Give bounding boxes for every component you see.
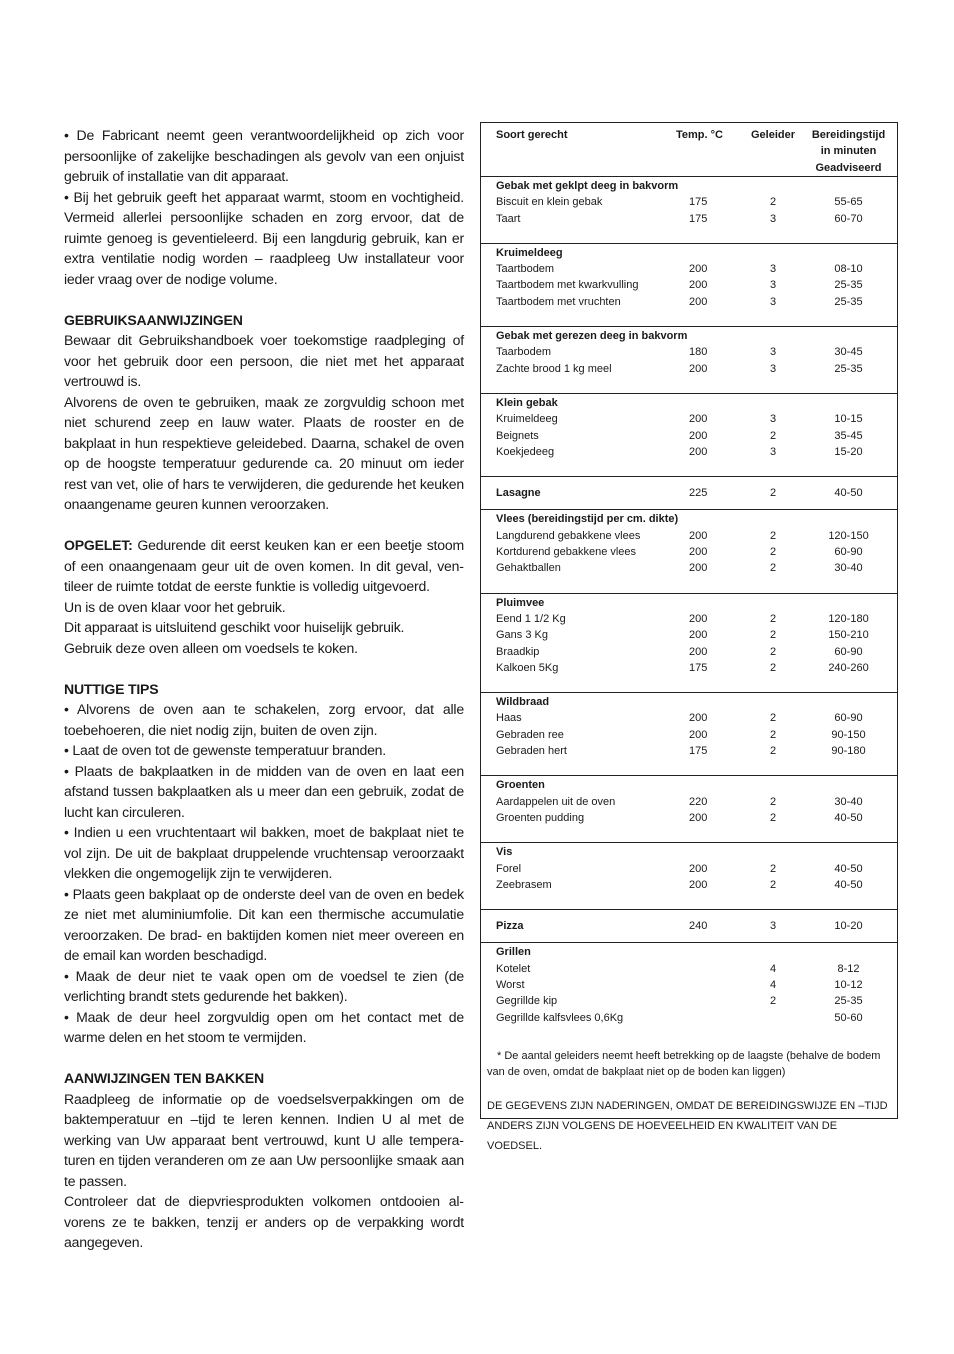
temperature: 175 [689, 196, 708, 209]
section-title: Vlees (bereidingstijd per cm. dikte) [496, 513, 679, 526]
table-section [481, 910, 897, 943]
header-bereidingstijd [801, 127, 896, 176]
dish-name: Kalkoen 5Kg [496, 661, 559, 674]
dish-name: Taarbodem [496, 346, 552, 359]
dish-name: Beignets [496, 429, 539, 442]
section-time: 40-50 [834, 487, 863, 500]
table-row [481, 444, 897, 460]
geleider: 4 [770, 978, 777, 991]
cooking-time: 40-50 [834, 811, 863, 824]
geleider: 2 [770, 745, 777, 758]
geleider: 3 [770, 413, 777, 426]
dish-name: Groenten pudding [496, 811, 585, 824]
geleider: 3 [770, 279, 777, 292]
table-row [481, 861, 897, 877]
temperature: 200 [689, 728, 708, 741]
geleider: 2 [770, 862, 777, 875]
table-row [481, 727, 897, 743]
table-row [481, 627, 897, 643]
section-title: Lasagne [496, 487, 541, 500]
cooking-time: 50-60 [834, 1011, 863, 1024]
geleider: 2 [770, 728, 777, 741]
geleider: 2 [770, 546, 777, 559]
tip-item: • Maak de deur niet te vaak open om de voedsel te zien (de verlichting brandt stets gedurende het bakken). [64, 968, 464, 1005]
table-section [481, 327, 897, 394]
temperature: 200 [689, 878, 708, 891]
header-soort-gerecht: Soort gerecht [496, 129, 568, 141]
section-title-row [481, 777, 897, 793]
section-title-row [481, 595, 897, 611]
section-geleider: 3 [770, 920, 777, 933]
geleider: 2 [770, 645, 777, 658]
section-title-row [481, 918, 897, 934]
header-geleider: Geleider [751, 129, 796, 141]
paragraph: • De Fabricant neemt geen verantwoordelijkheid op zich voor persoonlijke of zakelijke beschadingen als gevolv van een onjuist gebruik of installatie van dit apparaat. [64, 128, 464, 185]
table-row [481, 294, 897, 310]
table-row [481, 428, 897, 444]
dish-name: Gegrillde kip [496, 995, 558, 1008]
temperature: 200 [689, 445, 708, 458]
dish-name: Gebraden ree [496, 728, 564, 741]
geleider: 2 [770, 429, 777, 442]
paragraph: Raadpleeg de informatie op de voedselsverpakkingen om de baktemperatuur en –tijd te leren kennen. Indien U al met de werking van Uw apparaat bent vertrouwd, kunt U alle temperaturen en tijden veranderen om ze aan Uw persoonlijke smaak aan te passen. [64, 1091, 464, 1190]
header-temp: Temp. °C [676, 129, 723, 141]
dish-name: Gegrillde kalfsvlees 0,6Kg [496, 1011, 624, 1024]
geleider: 2 [770, 661, 777, 674]
cooking-time: 10-12 [834, 978, 863, 991]
dish-name: Kotelet [496, 962, 531, 975]
cooking-time: 10-15 [834, 413, 863, 426]
temperature: 200 [689, 413, 708, 426]
table-row [481, 211, 897, 227]
section-geleider: 2 [770, 487, 777, 500]
temperature: 200 [689, 529, 708, 542]
geleider: 3 [770, 445, 777, 458]
dish-name: Kruimeldeeg [496, 413, 558, 426]
cooking-time: 55-65 [834, 196, 863, 209]
cooking-time: 25-35 [834, 295, 863, 308]
geleider: 2 [770, 712, 777, 725]
table-row [481, 277, 897, 293]
section-title-row [481, 245, 897, 261]
instructions-column [64, 126, 464, 1254]
geleider: 2 [770, 795, 777, 808]
dish-name: Gans 3 Kg [496, 629, 548, 642]
dish-name: Taartbodem met kwarkvulling [496, 279, 639, 292]
section-title-row [481, 944, 897, 960]
table-section [481, 693, 897, 776]
temperature: 200 [689, 612, 708, 625]
paragraph-opgelet [64, 536, 464, 598]
paragraph: • Bij het gebruik geeft het apparaat warmt, stoom en vochtigheid. Vermeid allerlei persoonlijke schaden en zorg ervoor, dat de ruimte genoeg is geventieleerd. Bij een langdurig gebruik, kan er extra ventilatie nodig worden – raadpleeg Uw installateur voor ieder vraag over de nodige volume. [64, 189, 464, 288]
section-title: Wildbraad [496, 696, 550, 709]
geleider: 3 [770, 295, 777, 308]
section-time: 10-20 [834, 920, 863, 933]
cooking-time: 60-90 [834, 645, 863, 658]
section-title: Gebak met geklpt deeg in bakvorm [496, 180, 679, 192]
section-title: Gebak met gerezen deeg in bakvorm [496, 330, 688, 343]
section-title-row [481, 511, 897, 527]
temperature: 200 [689, 362, 708, 375]
section-title-row [481, 178, 897, 194]
section-title-row [481, 395, 897, 411]
tip-item: • Plaats de bakplaatken in de midden van de oven en laat een afstand tussen bakplaatken als u meer dan een gebruik, zodat de lucht kan circuleren. [64, 763, 464, 821]
table-row [481, 794, 897, 810]
heading-gebruiksaanwijzingen: GEBRUIKSAANWIJZINGEN [64, 312, 243, 329]
temperature: 175 [689, 212, 708, 225]
table-note: * De aantal geleiders neemt heeft betrekking op de laagste (behalve de bodem van de oven, omdat de bakplaat niet op de boden kan liggen) [487, 1049, 881, 1078]
heading-nuttige-tips: NUTTIGE TIPS [64, 681, 159, 698]
table-row [481, 977, 897, 993]
dish-name: Koekjedeeg [496, 445, 555, 458]
table-section [481, 943, 897, 1041]
cooking-time: 90-150 [831, 728, 866, 741]
geleider: 3 [770, 263, 777, 276]
table-row [481, 411, 897, 427]
paragraph: Alvorens de oven te gebruiken, maak ze zorgvuldig schoon met niet schurend zeep en lauw water. Plaats de rooster en de bakplaat in hun respektieve geleidebed. Daarna, schakel de oven op de hoogste temperatuur gedurende ca. 20 minuut om ieder rest van vet, olie of hars te verwijderen, die gedurende het keuken onaangename geuren kunnen veroorzaken. [64, 394, 464, 513]
section-title: Pizza [496, 920, 524, 933]
temperature: 200 [689, 295, 708, 308]
table-row [481, 993, 897, 1009]
paragraph: Bewaar dit Gebruikshandboek voer toekomstige raadpleging of voor het gebruik door een persoon, die niet met het apparaat vertrouwd is. [64, 333, 464, 390]
dish-name: Taartbodem [496, 263, 555, 276]
cooking-time: 30-40 [834, 562, 863, 575]
table-section [481, 594, 897, 693]
geleider: 2 [770, 196, 777, 209]
dish-name: Biscuit en klein gebak [496, 196, 603, 209]
table-section [481, 477, 897, 510]
table-disclaimer: DE GEGEVENS ZIJN NADERINGEN, OMDAT DE BEREIDINGSWIJZE EN –TIJD ANDERS ZIJN VOLGENS DE HOEVEELHEID EN KWALITEIT VAN DE VOEDSEL. [487, 1099, 888, 1152]
table-section [481, 510, 897, 593]
cooking-time: 120-150 [828, 529, 869, 542]
section-title: Pluimvee [496, 596, 545, 609]
cooking-time: 60-70 [834, 212, 863, 225]
cooking-time: 120-180 [828, 612, 869, 625]
cooking-time: 30-40 [834, 795, 863, 808]
section-temp: 240 [689, 920, 708, 933]
table-row [481, 1010, 897, 1026]
paragraph: Un is de oven klaar voor het gebruik. [64, 599, 286, 616]
dish-name: Kortdurend gebakkene vlees [496, 546, 637, 559]
table-row [481, 528, 897, 544]
temperature: 220 [689, 795, 708, 808]
dish-name: Eend 1 1/2 Kg [496, 612, 566, 625]
dish-name: Taartbodem met vruchten [496, 295, 621, 308]
table-row [481, 544, 897, 560]
baking-table [480, 122, 898, 1152]
cooking-time: 25-35 [834, 279, 863, 292]
section-title: Grillen [496, 946, 531, 959]
temperature: 200 [689, 811, 708, 824]
temperature: 200 [689, 263, 708, 276]
table-row [481, 261, 897, 277]
table-row [481, 344, 897, 360]
cooking-time: 60-90 [834, 546, 863, 559]
heading-aanwijzingen-bakken: AANWIJZINGEN TEN BAKKEN [64, 1071, 264, 1087]
table-row [481, 361, 897, 377]
temperature: 180 [689, 346, 708, 359]
dish-name: Gehaktballen [496, 562, 561, 575]
section-title-row [481, 694, 897, 710]
temperature: 175 [689, 745, 708, 758]
section-title-row [481, 485, 897, 501]
dish-name: Zeebrasem [496, 878, 552, 891]
temperature: 200 [689, 429, 708, 442]
table-section [481, 776, 897, 843]
header-time-line2: in minuten [820, 145, 877, 158]
dish-name: Forel [496, 862, 522, 875]
table-body [481, 177, 897, 1042]
temperature: 200 [689, 562, 708, 575]
opgelet-label: OPGELET: [64, 538, 133, 554]
cooking-time: 40-50 [834, 862, 863, 875]
dish-name: Zachte brood 1 kg meel [496, 362, 612, 375]
cooking-time: 90-180 [831, 745, 866, 758]
table-section [481, 843, 897, 910]
geleider: 2 [770, 811, 777, 824]
table-header [481, 123, 897, 177]
table-row [481, 560, 897, 576]
tip-item: • Plaats geen bakplaat op de onderste deel van de oven en bedek ze niet met aluminiumfolie. Dit kan een thermische accumulatie veroorzaken. De brad- en baktijden komen niet meer overeen en de email kan worden beschadigd. [64, 886, 464, 964]
tip-item: • Laat de oven tot de gewenste temperatuur branden. [64, 743, 386, 759]
table-row [481, 194, 897, 210]
table-row [481, 611, 897, 627]
cooking-time: 35-45 [834, 429, 863, 442]
tip-item: • Indien u een vruchtentaart wil bakken, moet de bakplaat niet te vol zijn. De uit de bakplaat druppelende vruchtensap veroorzaakt vlekken die ongemogelijk zijn te verwijderen. [64, 825, 464, 882]
table-row [481, 961, 897, 977]
table-row [481, 660, 897, 676]
table-section [481, 244, 897, 327]
section-title-row [481, 328, 897, 344]
header-time-line3: Geadviseerd [815, 161, 882, 174]
dish-name: Braadkip [496, 645, 540, 658]
temperature: 200 [689, 645, 708, 658]
geleider: 2 [770, 878, 777, 891]
dish-name: Haas [496, 712, 522, 725]
cooking-time: 240-260 [828, 661, 869, 674]
temperature: 200 [689, 712, 708, 725]
cooking-time: 25-35 [834, 362, 863, 375]
section-temp: 225 [689, 487, 708, 500]
cooking-time: 08-10 [834, 263, 863, 276]
cooking-time: 8-12 [837, 962, 860, 975]
dish-name: Langdurend gebakkene vlees [496, 529, 641, 542]
cooking-time: 25-35 [834, 995, 863, 1008]
dish-name: Gebraden hert [496, 745, 567, 758]
cooking-time: 150-210 [828, 629, 869, 642]
paragraph: Dit apparaat is uitsluitend geschikt voor huiselijk gebruik. [64, 620, 405, 636]
cooking-time: 30-45 [834, 346, 863, 359]
table-row [481, 710, 897, 726]
dish-name: Aardappelen uit de oven [496, 795, 616, 808]
header-time-line1: Bereidingstijd [811, 129, 886, 141]
geleider: 3 [770, 346, 777, 359]
tip-item: • Alvorens de oven aan te schakelen, zorg ervoor, dat alle toebehoeren, die niet nodig zijn, buiten de oven zijn. [64, 702, 464, 739]
table-footer [481, 1048, 897, 1156]
cooking-time: 15-20 [834, 445, 863, 458]
temperature: 200 [689, 629, 708, 642]
dish-name: Taart [496, 212, 521, 225]
geleider: 2 [770, 562, 777, 575]
geleider: 3 [770, 212, 777, 225]
geleider: 3 [770, 362, 777, 375]
geleider: 2 [770, 995, 777, 1008]
table-row [481, 644, 897, 660]
table-row [481, 877, 897, 893]
cooking-time: 60-90 [834, 712, 863, 725]
geleider: 2 [770, 629, 777, 642]
temperature: 200 [689, 862, 708, 875]
tip-item: • Maak de deur heel zorgvuldig open om het contact met de warme delen en het stoom te vermijden. [64, 1009, 464, 1046]
temperature: 200 [689, 279, 708, 292]
section-title: Groenten [496, 779, 545, 792]
table-section [481, 394, 897, 477]
geleider: 4 [770, 962, 777, 975]
table-row [481, 743, 897, 759]
section-title: Kruimeldeeg [496, 246, 563, 259]
paragraph: Gebruik deze oven alleen om voedsels te koken. [64, 640, 358, 657]
dish-name: Worst [496, 978, 525, 991]
cooking-time: 40-50 [834, 878, 863, 891]
temperature: 175 [689, 661, 708, 674]
paragraph: Controleer dat de diepvriesprodukten volkomen ontdooien alvorens ze te bakken, tenzij er anders op de verpakking wordt aangegeven. [64, 1194, 464, 1251]
section-title: Vis [496, 846, 513, 859]
section-title: Klein gebak [496, 396, 558, 409]
section-title-row [481, 844, 897, 860]
table-section [481, 177, 897, 244]
opgelet-text: Gedurende dit eerst keuken kan er een beetje stoom of een onaangenaam geur uit de oven komen. In dit geval, ventileer de ruimte totdat de eerste funktie is volledig uitgevoerd. [64, 538, 464, 595]
geleider: 2 [770, 529, 777, 542]
temperature: 200 [689, 546, 708, 559]
geleider: 2 [770, 612, 777, 625]
table-row [481, 810, 897, 826]
